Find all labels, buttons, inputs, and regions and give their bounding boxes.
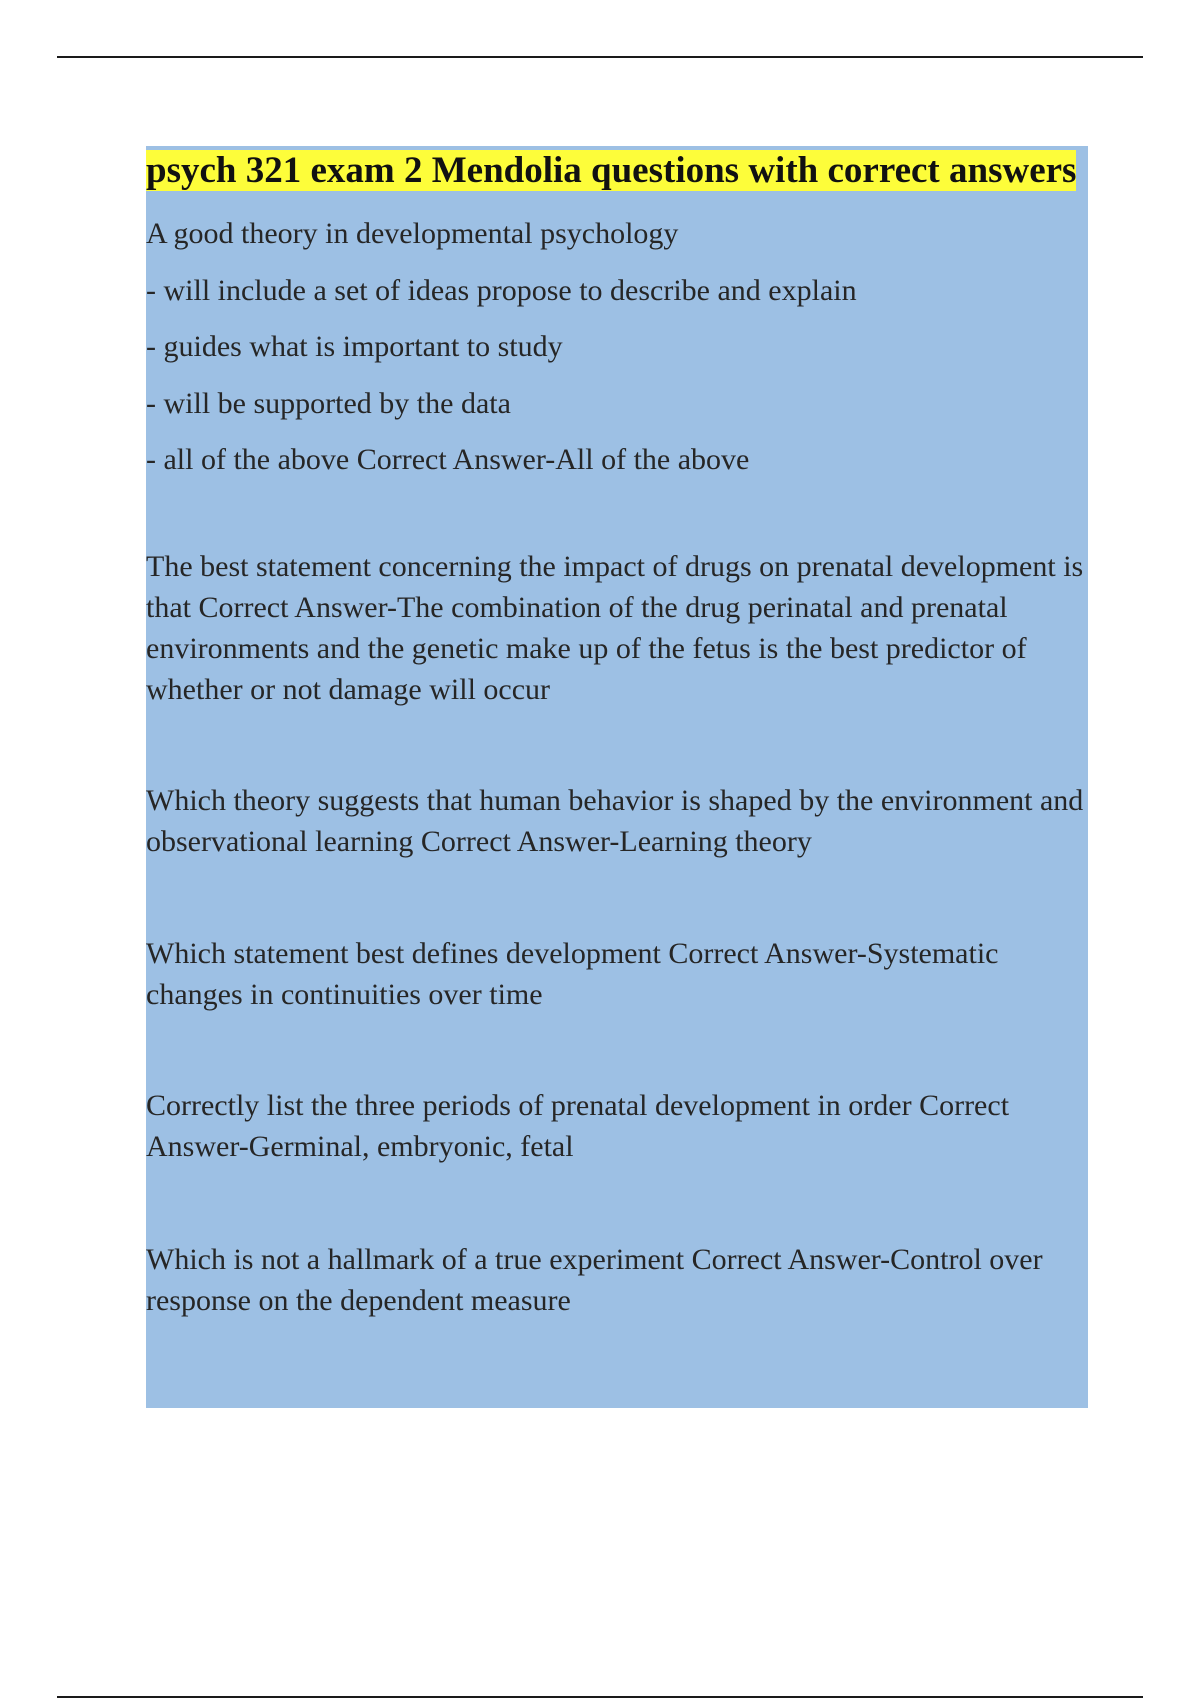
document-content bbox=[146, 146, 1088, 1408]
question-5: Correctly list the three periods of prenatal development in order Correct Answer-Germinal, embryonic, fetal bbox=[146, 1088, 1010, 1163]
document-title-text: psych 321 exam 2 Mendolia questions with correct answers bbox=[146, 150, 1077, 191]
question-2: The best statement concerning the impact of drugs on prenatal development is that Correct Answer-The combination of the drug perinatal and prenatal environments and the genetic make up of the fetus is the best predictor of whether or not damage will occur bbox=[146, 549, 1084, 706]
question-1-option-2: - guides what is important to study bbox=[146, 330, 563, 363]
question-1-option-1: - will include a set of ideas propose to describe and explain bbox=[146, 273, 857, 307]
question-4: Which statement best defines development Correct Answer-Systematic changes in continuities over time bbox=[146, 936, 999, 1011]
question-1-option-4-answer: - all of the above Correct Answer-All of the above bbox=[146, 443, 750, 476]
footer-rule bbox=[57, 1696, 1143, 1698]
document-title bbox=[146, 146, 1088, 196]
question-3: Which theory suggests that human behavior is shaped by the environment and observational learning Correct Answer-Learning theory bbox=[146, 783, 1084, 858]
header-rule bbox=[57, 56, 1143, 58]
question-1-stem: A good theory in developmental psychology bbox=[146, 217, 679, 250]
question-6: Which is not a hallmark of a true experiment Correct Answer-Control over response on the dependent measure bbox=[146, 1242, 1043, 1317]
question-1 bbox=[146, 206, 1088, 489]
question-1-option-3: - will be supported by the data bbox=[146, 386, 511, 420]
